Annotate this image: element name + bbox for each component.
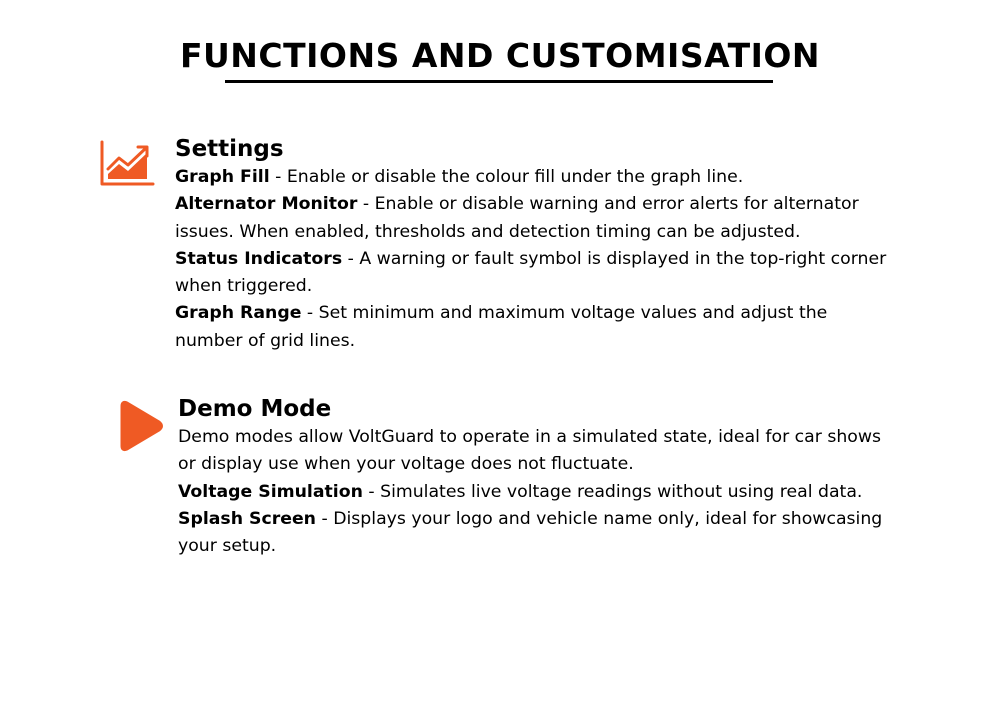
settings-item-graph-fill	[175, 164, 895, 191]
item-description: - Enable or disable warning and error alerts for alternator issues. When enabled, thresholds and detection timing can be adjusted.	[175, 194, 859, 242]
demo-intro: Demo modes allow VoltGuard to operate in a simulated state, ideal for car shows or display use when your voltage does not fluctuate.	[178, 427, 882, 475]
page-title: FUNCTIONS AND CUSTOMISATION	[179, 36, 821, 75]
item-description: - Simulates live voltage readings without using real data.	[362, 481, 863, 502]
demo-list	[178, 424, 898, 560]
item-description: - A warning or fault symbol is displayed in the top-right corner when triggered.	[175, 248, 887, 297]
settings-item-graph-range	[175, 300, 895, 355]
title-underline	[225, 80, 773, 83]
item-term: Alternator Monitor	[175, 194, 358, 215]
demo-item-splash-screen	[178, 506, 898, 561]
item-description: - Displays your logo and vehicle name only, ideal for showcasing your setup.	[178, 508, 883, 557]
settings-section	[175, 134, 895, 355]
item-term: Status Indicators	[175, 248, 343, 269]
item-description: - Set minimum and maximum voltage values and adjust the number of grid lines.	[175, 303, 828, 351]
play-icon	[114, 400, 164, 452]
graph-trend-icon	[99, 140, 155, 188]
item-term: Splash Screen	[178, 508, 316, 529]
demo-heading: Demo Mode	[178, 396, 332, 422]
settings-item-alternator-monitor	[175, 191, 895, 246]
item-term: Graph Fill	[175, 167, 270, 187]
settings-list	[175, 164, 895, 355]
demo-section	[178, 394, 898, 560]
item-term: Voltage Simulation	[178, 481, 363, 502]
settings-heading: Settings	[175, 136, 284, 162]
item-term: Graph Range	[175, 303, 302, 324]
settings-item-status-indicators	[175, 246, 895, 301]
demo-item-voltage-simulation	[178, 479, 898, 506]
item-description: - Enable or disable the colour fill under the graph line.	[269, 167, 744, 187]
